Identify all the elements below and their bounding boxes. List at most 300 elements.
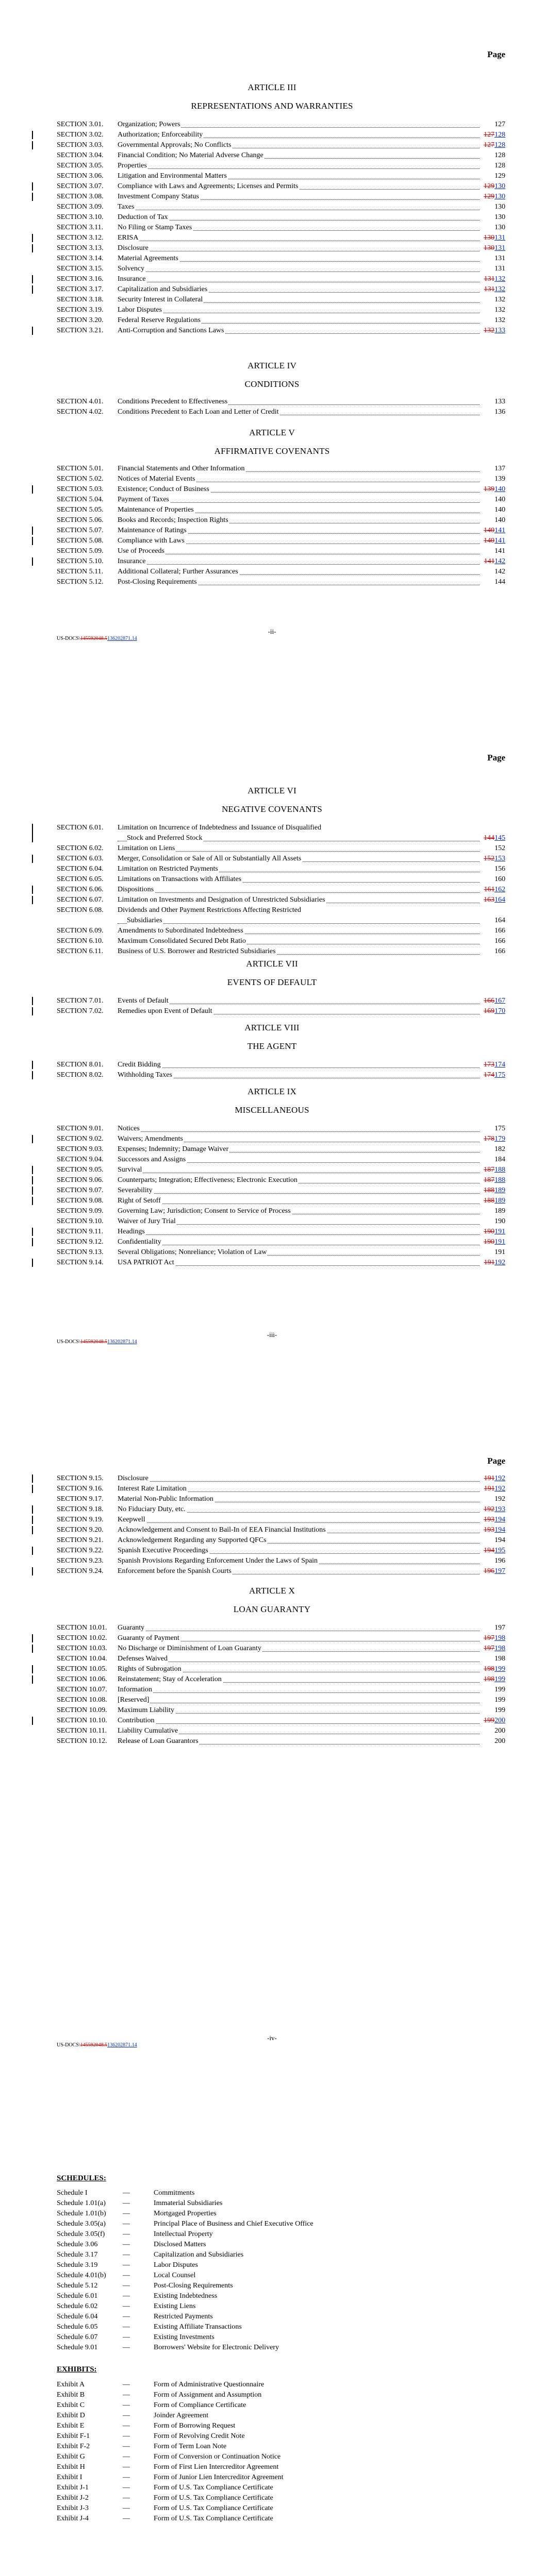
exhibit-entry[interactable] xyxy=(57,2442,418,2452)
toc-entry[interactable] xyxy=(57,1206,505,1216)
entry-description: Form of Administrative Questionnaire xyxy=(154,2381,265,2388)
entry-dash: — xyxy=(123,2292,130,2300)
section-title-wrap xyxy=(118,1674,480,1685)
toc-entry[interactable] xyxy=(57,1473,505,1484)
toc-entry[interactable] xyxy=(57,874,505,885)
page-ref: 192 xyxy=(494,1495,505,1503)
toc-entry[interactable] xyxy=(57,864,505,874)
entry-description: Form of Conversion or Continuation Notice xyxy=(154,2453,281,2461)
schedule-entry[interactable] xyxy=(57,2322,418,2332)
toc-entry[interactable] xyxy=(57,233,505,243)
section-title: USA PATRIOT Act xyxy=(118,1259,174,1266)
toc-entry[interactable] xyxy=(57,171,505,181)
toc-entry[interactable] xyxy=(57,1134,505,1144)
entry-label: Schedule 6.05 xyxy=(57,2323,98,2331)
section-title-wrap xyxy=(118,505,480,515)
toc-entry[interactable] xyxy=(57,243,505,253)
toc-entry[interactable] xyxy=(57,1685,505,1695)
exhibit-entry[interactable] xyxy=(57,2462,418,2472)
page-ref-inserted: 174 xyxy=(494,1061,505,1069)
section-number: SECTION 10.08. xyxy=(57,1696,107,1704)
page-column-label: Page xyxy=(487,49,505,59)
page-ref-deleted: 199 xyxy=(484,1717,494,1724)
toc-entry[interactable] xyxy=(57,1664,505,1674)
toc-entry[interactable] xyxy=(57,130,505,140)
toc-entry[interactable] xyxy=(57,546,505,556)
schedule-entry[interactable] xyxy=(57,2260,418,2270)
section-title-continued: Subsidiaries xyxy=(127,917,162,924)
entry-description: Form of U.S. Tax Compliance Certificate xyxy=(154,2504,273,2512)
section-title: Compliance with Laws xyxy=(118,537,185,545)
section-title: Defenses Waived xyxy=(118,1655,168,1663)
section-title-wrap xyxy=(118,874,480,885)
section-title: Remedies upon Event of Default xyxy=(118,1007,212,1015)
toc-entry[interactable] xyxy=(57,1006,505,1016)
toc-entry[interactable] xyxy=(57,326,505,336)
section-title: Disclosure xyxy=(118,1475,149,1482)
section-title-wrap xyxy=(118,315,480,326)
page-ref xyxy=(480,1134,505,1144)
toc-entry[interactable] xyxy=(57,1566,505,1577)
page-ref xyxy=(480,484,505,495)
toc-entry[interactable] xyxy=(57,1515,505,1525)
exhibit-entry[interactable] xyxy=(57,2493,418,2503)
section-number: SECTION 5.02. xyxy=(57,475,104,483)
section-title: Acknowledgement Regarding any Supported QFCs xyxy=(118,1536,267,1544)
page-ref xyxy=(480,1716,505,1726)
section-number: SECTION 7.02. xyxy=(57,1007,104,1015)
section-number: SECTION 6.11. xyxy=(57,947,104,955)
page-ref xyxy=(480,1633,505,1643)
toc-entry[interactable] xyxy=(57,1643,505,1654)
section-number: SECTION 9.02. xyxy=(57,1135,104,1143)
section-number: SECTION 5.12. xyxy=(57,578,104,586)
entry-dash: — xyxy=(123,2484,130,2492)
schedule-entry[interactable] xyxy=(57,2240,418,2250)
page-ref xyxy=(480,526,505,536)
section-number: SECTION 6.10. xyxy=(57,937,104,945)
section-title-wrap xyxy=(118,495,480,505)
toc-entry[interactable] xyxy=(57,284,505,295)
section-title-wrap xyxy=(118,905,480,926)
entry-description: Form of Assignment and Assumption xyxy=(154,2391,262,2399)
section-number: SECTION 10.01. xyxy=(57,1624,107,1632)
page-ref-inserted: 194 xyxy=(494,1526,505,1534)
section-title-wrap xyxy=(118,1695,480,1705)
change-bar xyxy=(32,1665,33,1673)
section-title: Severability xyxy=(118,1187,153,1194)
toc-entry[interactable] xyxy=(57,936,505,946)
page-ref xyxy=(480,181,505,192)
section-title-wrap xyxy=(118,864,480,874)
toc-entry[interactable] xyxy=(57,505,505,515)
page-ref-deleted: 169 xyxy=(484,1007,494,1015)
toc-entry[interactable] xyxy=(57,556,505,567)
section-title-wrap xyxy=(118,243,480,253)
section-title: Insurance xyxy=(118,557,146,565)
page-ref-deleted: 191 xyxy=(484,1475,494,1482)
page-ref-inserted: 179 xyxy=(494,1135,505,1143)
toc-entry[interactable] xyxy=(57,253,505,264)
toc-entry[interactable] xyxy=(57,567,505,577)
schedule-entry[interactable] xyxy=(57,2250,418,2260)
page-ref xyxy=(480,130,505,140)
toc-entry[interactable] xyxy=(57,1494,505,1504)
entry-label: Schedule 5.12 xyxy=(57,2282,98,2290)
page-ref xyxy=(480,326,505,336)
page-number: -iii- xyxy=(267,1331,277,1338)
page-ref: 130 xyxy=(494,224,505,231)
section-title: Notices xyxy=(118,1125,140,1132)
toc-entry[interactable] xyxy=(57,1504,505,1515)
section-title-wrap xyxy=(118,1196,480,1206)
schedule-entry[interactable] xyxy=(57,2291,418,2301)
entry-label: Schedule 3.17 xyxy=(57,2251,98,2259)
section-title-wrap xyxy=(118,1227,480,1237)
section-title-wrap xyxy=(118,1685,480,1695)
section-number: SECTION 6.06. xyxy=(57,886,104,893)
change-bar xyxy=(32,1547,33,1555)
change-bar xyxy=(32,824,33,842)
exhibit-entry[interactable] xyxy=(57,2421,418,2431)
schedule-entry[interactable] xyxy=(57,2332,418,2343)
entry-dash: — xyxy=(123,2302,130,2310)
section-title: Enforcement before the Spanish Courts xyxy=(118,1567,232,1575)
toc-entry[interactable] xyxy=(57,1633,505,1643)
schedule-entry[interactable] xyxy=(57,2188,418,2198)
toc-entry[interactable] xyxy=(57,495,505,505)
section-title-wrap xyxy=(118,1473,480,1484)
toc-entry[interactable] xyxy=(57,1556,505,1566)
article-9-title: MISCELLANEOUS xyxy=(235,1105,309,1115)
toc-entry[interactable] xyxy=(57,885,505,895)
exhibit-entry[interactable] xyxy=(57,2514,418,2524)
toc-entry[interactable] xyxy=(57,150,505,161)
change-bar xyxy=(32,896,33,904)
page-ref: 199 xyxy=(494,1686,505,1693)
section-title-wrap xyxy=(118,253,480,264)
schedule-entry[interactable] xyxy=(57,2281,418,2291)
page-ref: 191 xyxy=(494,1248,505,1256)
toc-entry[interactable] xyxy=(57,1155,505,1165)
schedule-entry[interactable] xyxy=(57,2301,418,2312)
page-ref-deleted: 152 xyxy=(484,855,494,862)
toc-entry[interactable] xyxy=(57,223,505,233)
toc-entry[interactable] xyxy=(57,140,505,150)
article-8-title: THE AGENT xyxy=(247,1041,297,1051)
section-number: SECTION 5.04. xyxy=(57,496,104,503)
toc-entry[interactable] xyxy=(57,1654,505,1664)
change-bar xyxy=(32,1475,33,1483)
page-ref-inserted: 153 xyxy=(494,855,505,862)
toc-entry[interactable] xyxy=(57,1535,505,1546)
section-number: SECTION 9.01. xyxy=(57,1125,104,1132)
section-title: Dispositions xyxy=(118,886,154,893)
toc-entry[interactable] xyxy=(57,905,505,926)
change-bar xyxy=(32,1061,33,1069)
page-ref xyxy=(480,536,505,546)
section-title-wrap xyxy=(118,1736,480,1747)
change-bar xyxy=(32,1675,33,1684)
exhibit-entry[interactable] xyxy=(57,2431,418,2442)
page-ref: 175 xyxy=(494,1125,505,1132)
section-title: Spanish Provisions Regarding Enforcement Under the Laws of Spain xyxy=(118,1557,318,1565)
page-ref xyxy=(480,1165,505,1175)
page-ref xyxy=(480,233,505,243)
toc-entry[interactable] xyxy=(57,212,505,223)
section-number: SECTION 9.10. xyxy=(57,1217,104,1225)
section-number: SECTION 3.20. xyxy=(57,316,104,324)
toc-entry[interactable] xyxy=(57,1695,505,1705)
exhibit-entry[interactable] xyxy=(57,2483,418,2493)
entry-label: Exhibit F-2 xyxy=(57,2443,90,2450)
toc-entry[interactable] xyxy=(57,1546,505,1556)
toc-entry[interactable] xyxy=(57,1525,505,1535)
entry-dash: — xyxy=(123,2473,130,2481)
section-title: Governmental Approvals; No Conflicts xyxy=(118,141,232,149)
toc-entry[interactable] xyxy=(57,1674,505,1685)
entry-description: Existing Liens xyxy=(154,2302,196,2310)
page-ref-deleted: 192 xyxy=(484,1505,494,1513)
exhibit-entry[interactable] xyxy=(57,2380,418,2390)
change-bar xyxy=(32,997,33,1005)
page-ref: 128 xyxy=(494,151,505,159)
change-bar xyxy=(32,327,33,335)
exhibit-entry[interactable] xyxy=(57,2452,418,2462)
page-ref-deleted: 161 xyxy=(484,886,494,893)
schedule-entry[interactable] xyxy=(57,2229,418,2240)
section-title-wrap xyxy=(118,926,480,936)
page-ref-deleted: 141 xyxy=(484,557,494,565)
page-ref-deleted: 197 xyxy=(484,1634,494,1642)
toc-entry[interactable] xyxy=(57,577,505,587)
toc-entry[interactable] xyxy=(57,1165,505,1175)
section-number: SECTION 9.06. xyxy=(57,1176,104,1184)
change-bar xyxy=(32,1634,33,1642)
entry-label: Schedule 9.01 xyxy=(57,2344,98,2351)
toc-entry[interactable] xyxy=(57,1484,505,1494)
section-title-wrap xyxy=(118,556,480,567)
section-title-wrap xyxy=(118,1165,480,1175)
entry-description: Borrowers' Website for Electronic Delivery xyxy=(154,2344,279,2351)
schedule-entry[interactable] xyxy=(57,2343,418,2353)
page-ref xyxy=(480,1664,505,1674)
toc-entry[interactable] xyxy=(57,305,505,315)
exhibit-entry[interactable] xyxy=(57,2390,418,2400)
toc-entry[interactable] xyxy=(57,484,505,495)
section-title: Confidentiality xyxy=(118,1238,161,1246)
page-ref-deleted: 197 xyxy=(484,1645,494,1652)
section-title-wrap xyxy=(118,407,480,417)
page-ref xyxy=(480,1473,505,1484)
section-number: SECTION 3.11. xyxy=(57,224,104,231)
toc-entry[interactable] xyxy=(57,1144,505,1155)
article-3-title: REPRESENTATIONS AND WARRANTIES xyxy=(191,101,353,111)
section-number: SECTION 8.01. xyxy=(57,1061,104,1069)
toc-entry[interactable] xyxy=(57,202,505,212)
toc-entry[interactable] xyxy=(57,823,505,843)
change-bar xyxy=(32,1238,33,1246)
section-title-wrap xyxy=(118,1525,480,1535)
section-number: SECTION 4.02. xyxy=(57,408,104,416)
page-ref: 199 xyxy=(494,1706,505,1714)
section-title: Conditions Precedent to Effectiveness xyxy=(118,398,228,405)
toc-entry[interactable] xyxy=(57,843,505,854)
toc-entry[interactable] xyxy=(57,895,505,905)
change-bar xyxy=(32,855,33,863)
toc-entry[interactable] xyxy=(57,464,505,474)
entry-dash: — xyxy=(123,2422,130,2430)
page-ref: 152 xyxy=(494,844,505,852)
change-bar xyxy=(32,1645,33,1653)
section-title-wrap xyxy=(118,474,480,484)
section-number: SECTION 3.16. xyxy=(57,275,104,283)
page-ref: 184 xyxy=(494,1156,505,1163)
change-bar xyxy=(32,1166,33,1174)
entry-description: Disclosed Matters xyxy=(154,2241,206,2248)
toc-entry[interactable] xyxy=(57,1736,505,1747)
entry-description: Existing Indebtedness xyxy=(154,2292,218,2300)
section-title: Release of Loan Guarantors xyxy=(118,1737,199,1745)
toc-entry[interactable] xyxy=(57,1227,505,1237)
entry-dash: — xyxy=(123,2189,130,2197)
entry-dash: — xyxy=(123,2381,130,2388)
section-title-wrap xyxy=(118,1726,480,1736)
schedule-entry[interactable] xyxy=(57,2209,418,2219)
entry-description: Form of Term Loan Note xyxy=(154,2443,227,2450)
section-number: SECTION 3.12. xyxy=(57,234,104,242)
section-number: SECTION 9.21. xyxy=(57,1536,104,1544)
section-title: Authorization; Enforceability xyxy=(118,131,203,139)
toc-entry[interactable] xyxy=(57,926,505,936)
toc-entry[interactable] xyxy=(57,1070,505,1080)
entry-dash: — xyxy=(123,2251,130,2259)
page-ref-inserted: 199 xyxy=(494,1665,505,1673)
toc-entry[interactable] xyxy=(57,1726,505,1736)
page-number: -ii- xyxy=(268,628,276,635)
exhibit-entry[interactable] xyxy=(57,2503,418,2514)
toc-entry[interactable] xyxy=(57,264,505,274)
exhibit-entry[interactable] xyxy=(57,2472,418,2483)
toc-entry[interactable] xyxy=(57,192,505,202)
page-ref-inserted: 192 xyxy=(494,1259,505,1266)
section-number: SECTION 10.10. xyxy=(57,1717,107,1724)
section-title: Governing Law; Jurisdiction; Consent to Service of Process xyxy=(118,1207,291,1215)
section-title: Books and Records; Inspection Rights xyxy=(118,516,228,524)
entry-dash: — xyxy=(123,2432,130,2440)
toc-entry[interactable] xyxy=(57,181,505,192)
schedule-entry[interactable] xyxy=(57,2219,418,2229)
section-number: SECTION 10.09. xyxy=(57,1706,107,1714)
page-ref-deleted: 193 xyxy=(484,1516,494,1523)
toc-entry[interactable] xyxy=(57,315,505,326)
section-title: Existence; Conduct of Business xyxy=(118,485,209,493)
page-ref-deleted: 194 xyxy=(484,1547,494,1554)
toc-entry[interactable] xyxy=(57,1716,505,1726)
page-ref-inserted: 130 xyxy=(494,193,505,200)
page-ref-inserted: 140 xyxy=(494,485,505,493)
section-number: SECTION 3.18. xyxy=(57,296,104,303)
toc-entry[interactable] xyxy=(57,526,505,536)
toc-entry[interactable] xyxy=(57,1258,505,1268)
toc-entry[interactable] xyxy=(57,854,505,864)
schedule-entry[interactable] xyxy=(57,2198,418,2209)
exhibits-heading: EXHIBITS: xyxy=(57,2365,97,2374)
entry-description: Immaterial Subsidiaries xyxy=(154,2199,223,2207)
toc-entry[interactable] xyxy=(57,407,505,417)
toc-entry[interactable] xyxy=(57,1175,505,1185)
section-title-wrap xyxy=(118,233,480,243)
section-title-wrap xyxy=(118,161,480,171)
article-4-title: CONDITIONS xyxy=(244,379,300,389)
toc-entry[interactable] xyxy=(57,120,505,130)
page-ref-inserted: 193 xyxy=(494,1505,505,1513)
toc-entry[interactable] xyxy=(57,274,505,284)
exhibit-entry[interactable] xyxy=(57,2400,418,2411)
section-title-wrap xyxy=(118,171,480,181)
section-title: Liability Cumulative xyxy=(118,1727,178,1735)
section-number: SECTION 3.21. xyxy=(57,327,104,334)
toc-entry[interactable] xyxy=(57,1237,505,1247)
schedule-entry[interactable] xyxy=(57,2312,418,2322)
section-number: SECTION 5.06. xyxy=(57,516,104,524)
toc-entry[interactable] xyxy=(57,161,505,171)
toc-entry[interactable] xyxy=(57,397,505,407)
toc-entry[interactable] xyxy=(57,1060,505,1070)
exhibit-entry[interactable] xyxy=(57,2411,418,2421)
toc-entry[interactable] xyxy=(57,1247,505,1258)
toc-entry[interactable] xyxy=(57,946,505,957)
toc-entry[interactable] xyxy=(57,1623,505,1633)
doc-footer: US-DOCS\145592048.5136202871.14 xyxy=(57,2042,137,2048)
toc-entry[interactable] xyxy=(57,996,505,1006)
section-title: Payment of Taxes xyxy=(118,496,169,503)
section-title: Deduction of Tax xyxy=(118,213,168,221)
section-number: SECTION 9.09. xyxy=(57,1207,104,1215)
toc-entry[interactable] xyxy=(57,515,505,526)
section-title: Events of Default xyxy=(118,997,169,1005)
toc-entry[interactable] xyxy=(57,1185,505,1196)
section-title: Withholding Taxes xyxy=(118,1071,172,1079)
page-ref-deleted: 173 xyxy=(484,1061,494,1069)
page-ref-inserted: 131 xyxy=(494,234,505,242)
section-title: Reinstatement; Stay of Acceleration xyxy=(118,1675,222,1683)
section-title: Guaranty of Payment xyxy=(118,1634,179,1642)
article-10-number: ARTICLE X xyxy=(249,1586,295,1596)
page-ref: 137 xyxy=(494,465,505,472)
section-title-wrap xyxy=(118,854,480,864)
page-ref-inserted: 164 xyxy=(494,896,505,904)
toc-entry[interactable] xyxy=(57,536,505,546)
toc-entry[interactable] xyxy=(57,1705,505,1716)
entry-label: Schedule 6.01 xyxy=(57,2292,98,2300)
toc-entry[interactable] xyxy=(57,1124,505,1134)
page-ref-inserted: 197 xyxy=(494,1567,505,1575)
entry-description: Form of U.S. Tax Compliance Certificate xyxy=(154,2484,273,2492)
change-bar xyxy=(32,182,33,191)
section-number: SECTION 3.19. xyxy=(57,306,104,314)
entry-dash: — xyxy=(123,2504,130,2512)
page-ref: 200 xyxy=(494,1737,505,1745)
section-title-wrap xyxy=(118,1134,480,1144)
toc-entry[interactable] xyxy=(57,1196,505,1206)
toc-entry[interactable] xyxy=(57,1216,505,1227)
schedule-entry[interactable] xyxy=(57,2270,418,2281)
entry-label: Exhibit C xyxy=(57,2401,85,2409)
section-title: Several Obligations; Nonreliance; Violation of Law xyxy=(118,1248,267,1256)
toc-entry[interactable] xyxy=(57,474,505,484)
toc-entry[interactable] xyxy=(57,295,505,305)
